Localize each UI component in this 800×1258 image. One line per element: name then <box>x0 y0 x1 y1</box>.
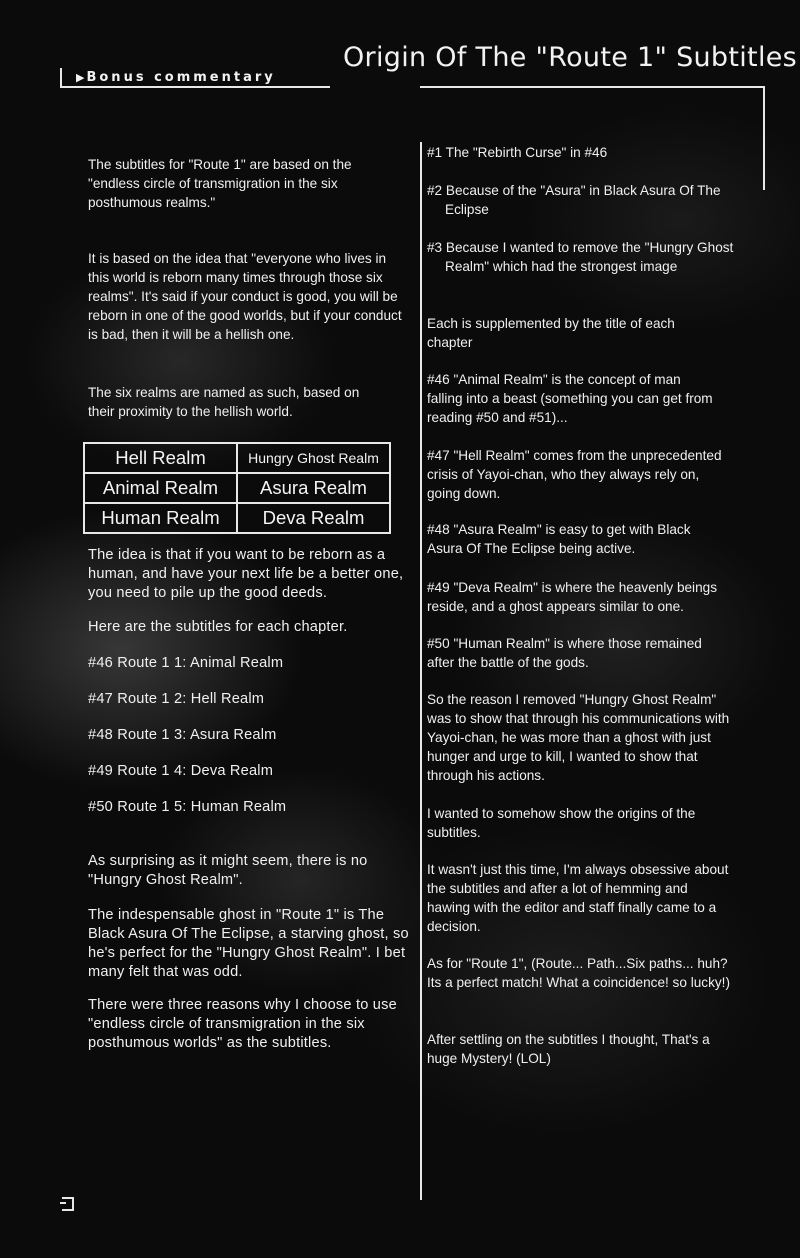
header-rule-right <box>420 86 765 88</box>
header-rule-tick <box>60 68 62 88</box>
bonus-commentary-label <box>76 70 276 85</box>
six-realms-paragraph: The six realms are named as such, based on their proximity to the hellish world. <box>88 385 360 419</box>
realm-cell: Animal Realm <box>84 473 237 503</box>
frame-edge-right <box>763 86 765 190</box>
good-deeds-paragraph: The idea is that if you want to be reborn as a human, and have your next life be a better one, you need to pile up the good deeds. <box>88 547 404 601</box>
chapter-note: #50 "Human Realm" is where those remained after the battle of the gods. <box>427 636 702 670</box>
three-reasons-paragraph: There were three reasons why I choose to use "endless circle of transmigration in the six posthumous worlds" as the subtitles. <box>88 997 397 1051</box>
reason-item: #3 Because I wanted to remove the "Hungry Ghost Realm" which had the strongest image <box>427 240 734 274</box>
chapter-subtitle-item: #47 Route 1 2: Hell Realm <box>88 691 265 707</box>
mystery-paragraph: After settling on the subtitles I thought, That's a huge Mystery! (LOL) <box>427 1032 710 1066</box>
page-title: Origin Of The "Route 1" Subtitles <box>343 42 798 73</box>
supplement-paragraph: Each is supplemented by the title of each chapter <box>427 316 675 350</box>
realm-table-row <box>84 473 390 503</box>
chapter-note: #47 "Hell Realm" comes from the unprecedented crisis of Yayoi-chan, who they always rely on, going down. <box>427 448 722 501</box>
chapter-note: #49 "Deva Realm" is where the heavenly beings reside, and a ghost appears similar to one. <box>427 580 717 614</box>
header-rule-left <box>60 86 330 88</box>
chapter-subtitle-item: #46 Route 1 1: Animal Realm <box>88 655 284 671</box>
chapter-note: #46 "Animal Realm" is the concept of man falling into a beast (something you can get from reading #50 and #51)... <box>427 372 713 425</box>
column-divider <box>420 142 422 1200</box>
play-arrow-icon: ▶ <box>76 71 85 84</box>
no-hungry-ghost-paragraph: As surprising as it might seem, there is no "Hungry Ghost Realm". <box>88 853 368 888</box>
realm-table-row <box>84 443 390 473</box>
realm-table-row <box>84 503 390 533</box>
chapter-intro-paragraph: Here are the subtitles for each chapter. <box>88 619 348 635</box>
ghost-paragraph: The indespensable ghost in "Route 1" is The Black Asura Of The Eclipse, a starving ghost, so he's perfect for the "Hungry Ghost Realm". I bet many felt that was odd. <box>88 907 409 980</box>
realm-table <box>83 442 391 534</box>
chapter-subtitle-item: #48 Route 1 3: Asura Realm <box>88 727 277 743</box>
rebirth-paragraph: It is based on the idea that "everyone who lives in this world is reborn many times through those six realms". It's said if your conduct is good, you will be reborn in one of the good worlds, but if your conduct is bad, then it will be a hellish one. <box>88 251 402 342</box>
intro-paragraph: The subtitles for "Route 1" are based on the "endless circle of transmigration in the six posthumous realms." <box>88 157 352 210</box>
origins-paragraph: I wanted to somehow show the origins of the subtitles. <box>427 806 696 840</box>
realm-cell: Hell Realm <box>84 443 237 473</box>
realm-cell: Deva Realm <box>237 503 390 533</box>
realm-cell: Asura Realm <box>237 473 390 503</box>
chapter-subtitle-item: #49 Route 1 4: Deva Realm <box>88 763 274 779</box>
chapter-note: #48 "Asura Realm" is easy to get with Black Asura Of The Eclipse being active. <box>427 522 691 556</box>
realm-cell: Human Realm <box>84 503 237 533</box>
reason-item: #1 The "Rebirth Curse" in #46 <box>427 145 608 160</box>
coincidence-paragraph: As for "Route 1", (Route... Path...Six paths... huh? Its a perfect match! What a coincidence! so lucky!) <box>427 956 730 990</box>
obsessive-paragraph: It wasn't just this time, I'm always obsessive about the subtitles and after a lot of hemming and hawing with the editor and staff finally came to a decision. <box>427 862 729 934</box>
page-corner-icon <box>62 1197 74 1211</box>
removal-reason-paragraph: So the reason I removed "Hungry Ghost Realm" was to show that through his communications with Yayoi-chan, he was more than a ghost with just hunger and urge to kill, I wanted to show that through his actions. <box>427 692 730 783</box>
reason-item: #2 Because of the "Asura" in Black Asura Of The Eclipse <box>427 183 721 217</box>
realm-cell: Hungry Ghost Realm <box>237 443 390 473</box>
chapter-subtitle-item: #50 Route 1 5: Human Realm <box>88 799 287 815</box>
bonus-commentary-text: Bonus commentary <box>86 70 276 85</box>
